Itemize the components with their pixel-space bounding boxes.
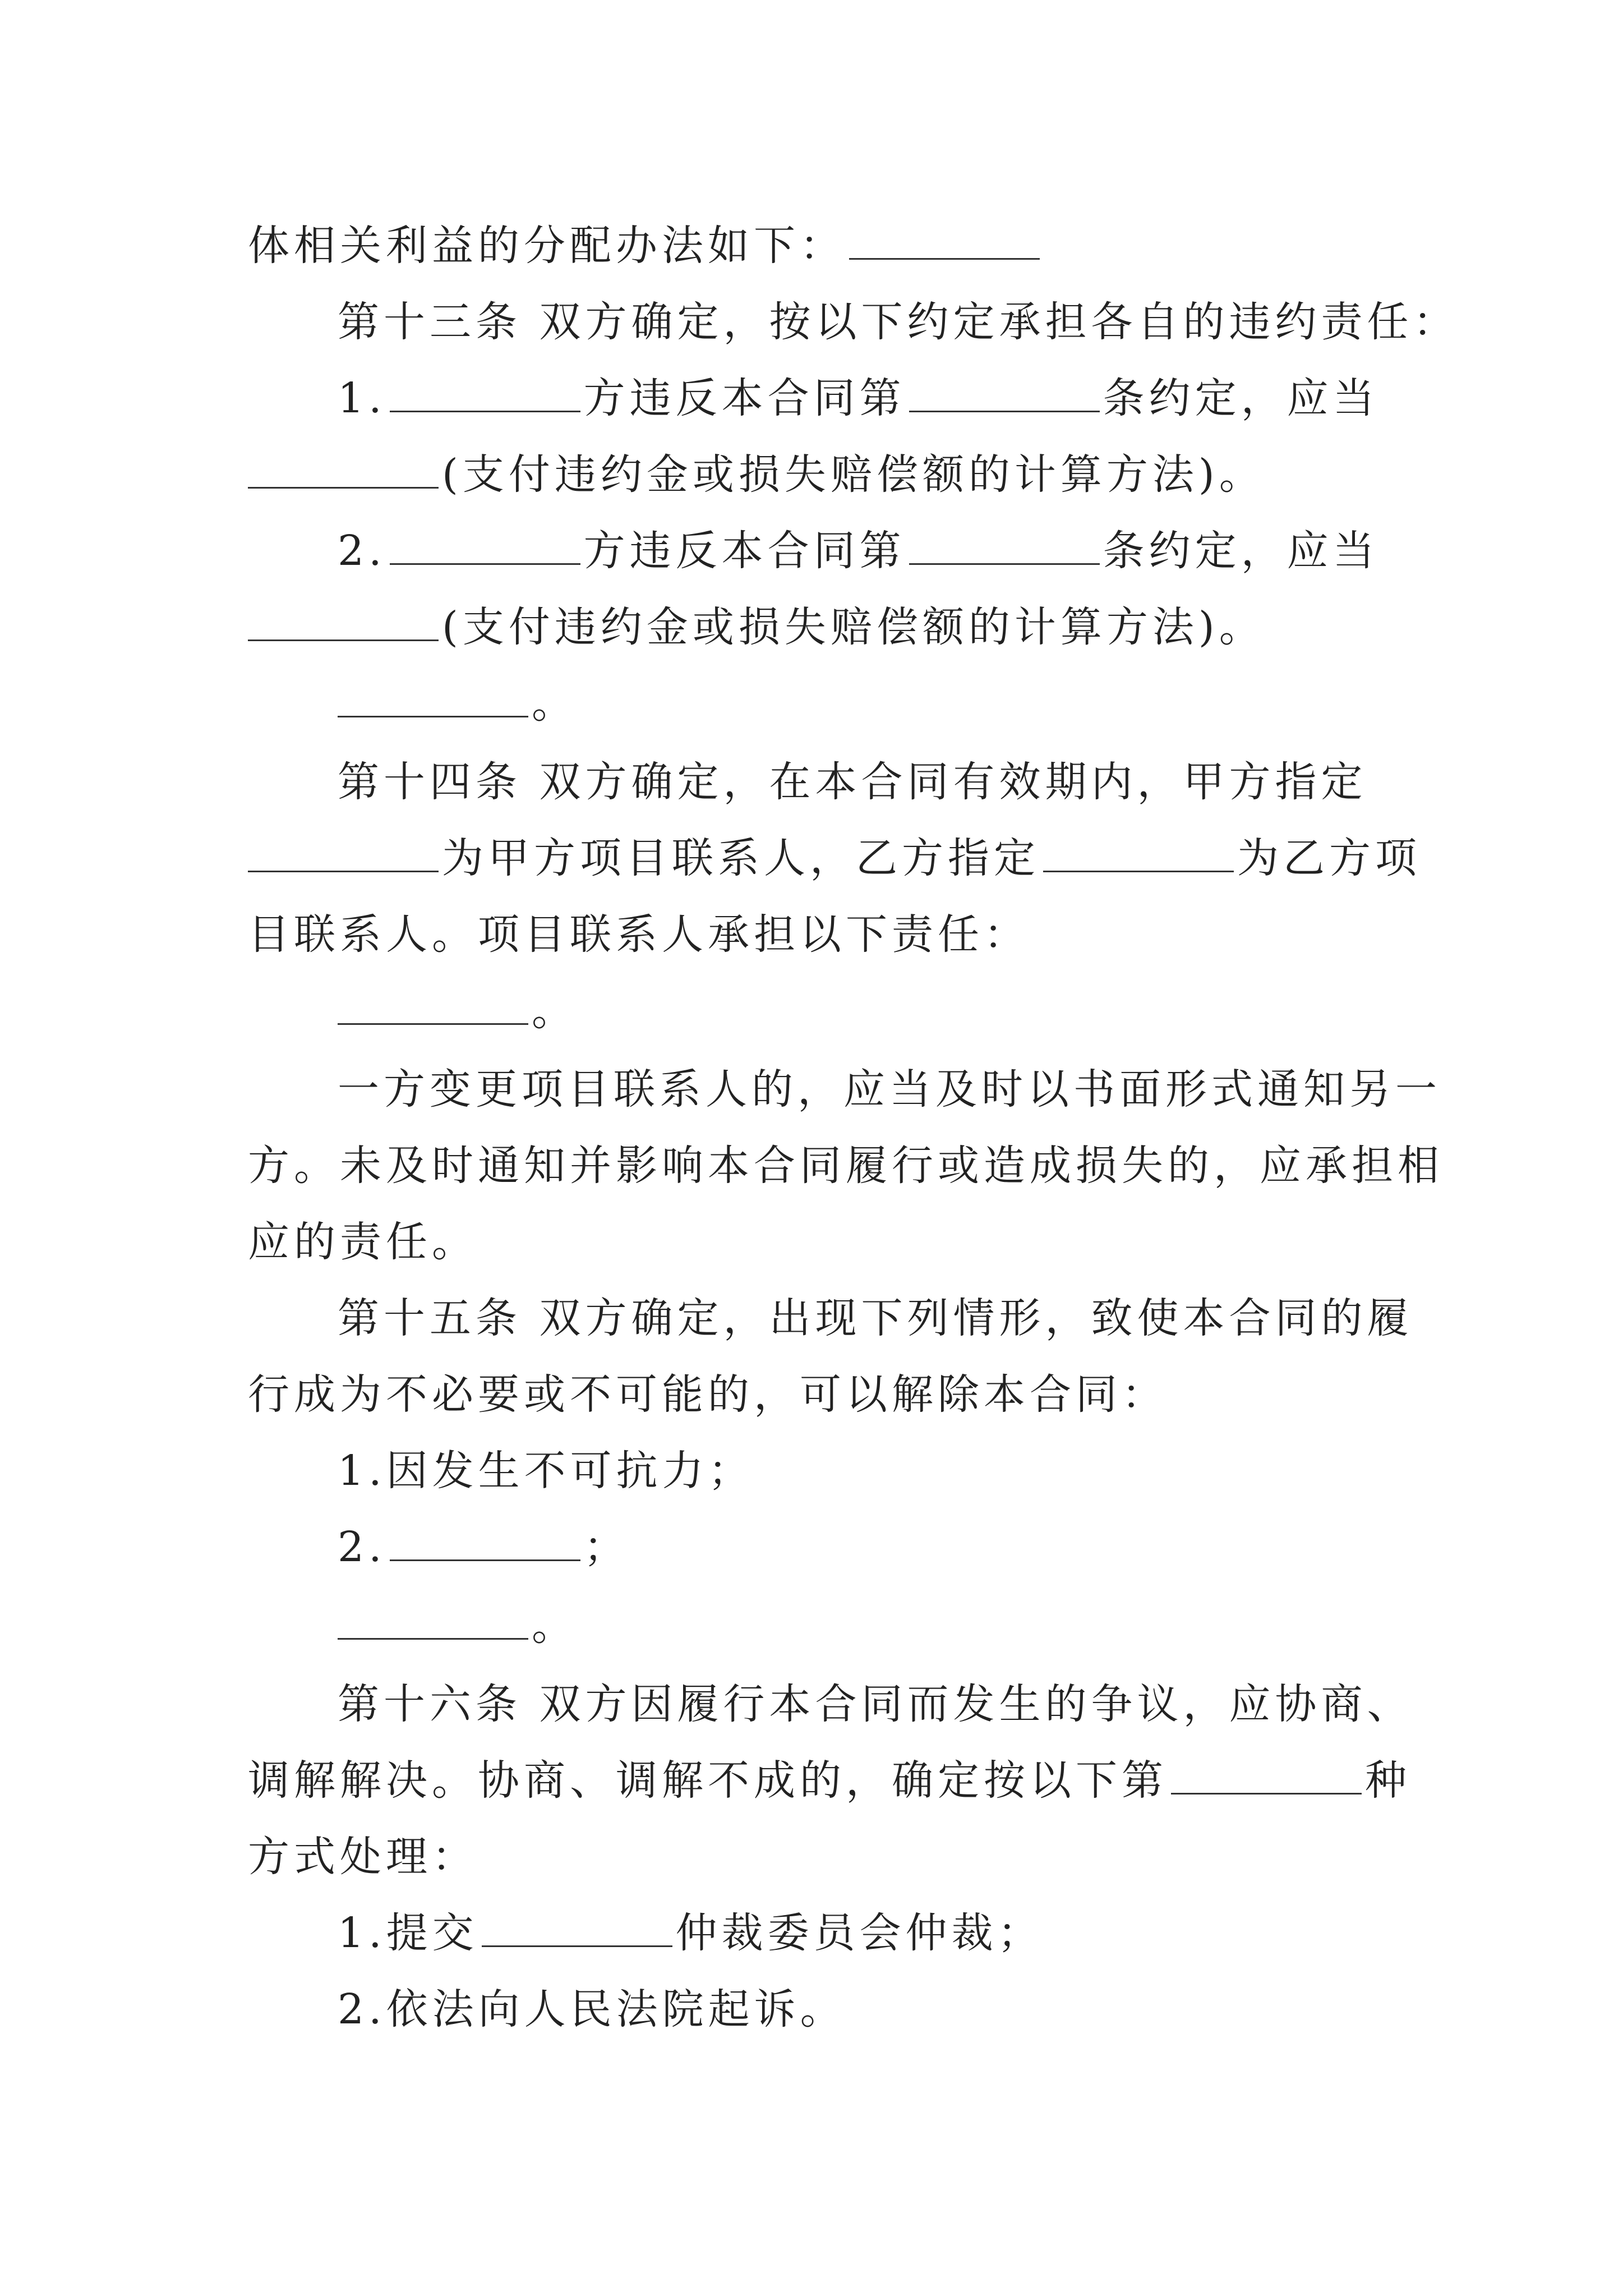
fill-in-blank[interactable]: [482, 1912, 672, 1947]
fill-in-blank[interactable]: [338, 1604, 528, 1640]
fill-in-blank[interactable]: [849, 224, 1040, 260]
text-line: [248, 1588, 1386, 1666]
text-segment: 条约定，应当: [1103, 527, 1379, 575]
text-segment: 第十六条 双方因履行本合同而发生的争议，应协商、: [338, 1680, 1413, 1728]
text-segment: 目联系人。项目联系人承担以下责任：: [248, 910, 1030, 959]
article-13-heading: [248, 284, 1459, 360]
list-item: [248, 1971, 1386, 2047]
text-segment: 方违反本合同第: [583, 527, 906, 575]
fill-in-blank[interactable]: [338, 682, 528, 717]
text-segment: 种: [1365, 1756, 1411, 1805]
fill-in-blank[interactable]: [909, 530, 1100, 565]
text-line: [248, 973, 1386, 1051]
fill-in-blank[interactable]: [338, 990, 528, 1025]
text-segment: 方式处理：: [248, 1833, 478, 1881]
text-segment: (支付违约金或损失赔偿额的计算方法)。: [442, 450, 1265, 499]
text-segment: 方违反本合同第: [583, 374, 906, 422]
text-segment: 第十三条 双方确定，按以下约定承担各自的违约责任：: [338, 298, 1459, 346]
text-segment: 仲裁委员会仲裁；: [675, 1909, 1044, 1957]
text-segment: 1.因发生不可抗力；: [338, 1447, 754, 1495]
list-item: [248, 1509, 1386, 1588]
article-16-heading: [248, 1666, 1413, 1742]
list-item: [248, 1433, 1386, 1509]
text-segment: 为乙方项: [1237, 834, 1421, 882]
text-segment: 2.依法向人民法院起诉。: [338, 1985, 846, 2033]
text-segment: 。: [532, 1602, 578, 1650]
text-segment: 条约定，应当: [1103, 374, 1379, 422]
text-segment: 2.: [338, 527, 386, 575]
text-segment: 调解解决。协商、调解不成的，确定按以下第: [248, 1756, 1168, 1805]
text-line: [248, 513, 1386, 589]
text-line: [248, 1204, 1386, 1280]
text-line: [248, 1051, 1441, 1128]
text-segment: 第十四条 双方确定，在本合同有效期内，甲方指定: [338, 758, 1367, 806]
text-segment: 。: [532, 679, 578, 728]
text-segment: 1.: [338, 374, 386, 422]
fill-in-blank[interactable]: [390, 530, 580, 565]
text-segment: 体相关利益的分配办法如下：: [248, 222, 846, 270]
fill-in-blank[interactable]: [390, 377, 580, 412]
text-line: [248, 589, 1386, 665]
text-line: [248, 1128, 1444, 1204]
text-segment: 方。未及时通知并影响本合同履行或造成损失的，应承担相: [248, 1142, 1444, 1190]
text-segment: ；: [583, 1523, 630, 1571]
fill-in-blank[interactable]: [909, 377, 1100, 412]
text-line: [248, 820, 1421, 896]
fill-in-blank[interactable]: [1043, 837, 1234, 872]
text-segment: 行成为不必要或不可能的，可以解除本合同：: [248, 1370, 1168, 1419]
article-15-heading: [248, 1280, 1413, 1356]
text-segment: 应的责任。: [248, 1218, 478, 1266]
text-segment: (支付违约金或损失赔偿额的计算方法)。: [442, 603, 1265, 651]
text-line: [248, 1819, 1386, 1895]
fill-in-blank[interactable]: [248, 837, 439, 872]
text-line: [248, 896, 1386, 973]
list-item: [248, 1895, 1386, 1971]
text-line: [248, 208, 1386, 284]
text-segment: 。: [532, 987, 578, 1035]
fill-in-blank[interactable]: [1171, 1759, 1362, 1795]
text-line: [248, 1742, 1411, 1819]
text-line: [248, 665, 1386, 744]
text-segment: 1.提交: [338, 1909, 478, 1957]
article-14-heading: [248, 744, 1386, 820]
fill-in-blank[interactable]: [248, 453, 439, 489]
fill-in-blank[interactable]: [390, 1526, 580, 1561]
text-segment: 为甲方项目联系人，乙方指定: [442, 834, 1040, 882]
text-segment: 一方变更项目联系人的，应当及时以书面形式通知另一: [338, 1065, 1441, 1114]
text-line: [248, 436, 1386, 513]
text-line: [248, 360, 1386, 436]
text-line: [248, 1356, 1386, 1433]
fill-in-blank[interactable]: [248, 606, 439, 641]
text-segment: 第十五条 双方确定，出现下列情形，致使本合同的履: [338, 1294, 1413, 1342]
document-page: [248, 208, 1459, 2047]
text-segment: 2.: [338, 1523, 386, 1571]
